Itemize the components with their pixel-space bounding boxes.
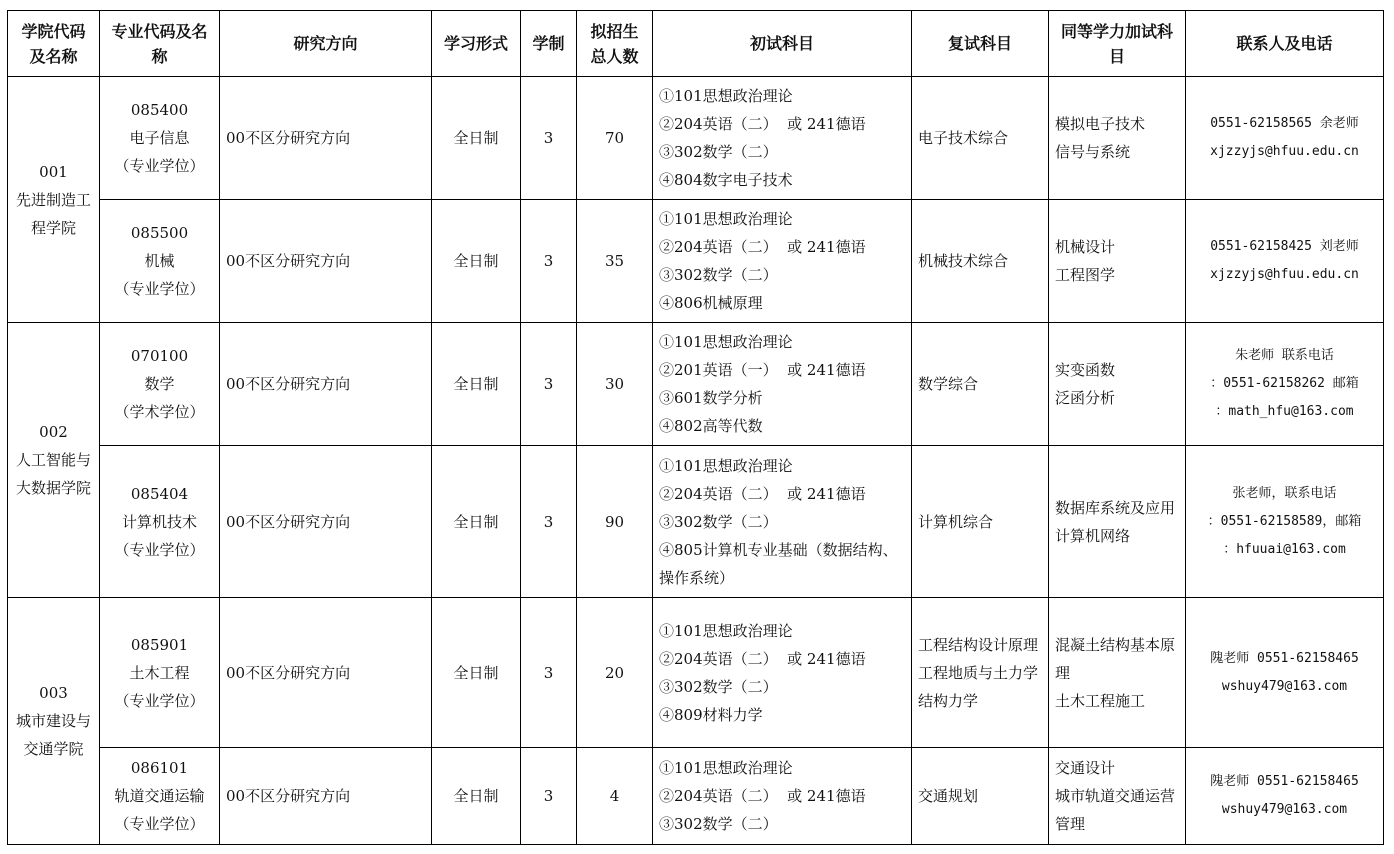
major-cell	[100, 748, 220, 845]
contact-cell-line: 0551-62158565 余老师	[1210, 116, 1359, 131]
extra-exam-cell-line: 工程图学	[1055, 266, 1116, 284]
extra-exam-cell	[1049, 748, 1186, 845]
duration-cell: 3	[521, 77, 577, 200]
quota-cell: 30	[577, 323, 653, 446]
major-degree: （学术学位）	[114, 403, 205, 421]
extra-exam-cell-line: 土木工程施工	[1055, 691, 1146, 710]
college-name: 人工智能与大数据学院	[15, 451, 91, 497]
contact-cell-line: 朱老师 联系电话	[1235, 348, 1334, 363]
direction-cell: 00不区分研究方向	[220, 598, 432, 748]
contact-cell	[1186, 598, 1384, 748]
table-body	[8, 77, 1384, 845]
initial-exam-cell-line: ①101思想政治理论	[659, 87, 793, 105]
duration-cell: 3	[521, 200, 577, 323]
extra-exam-cell-line: 计算机网络	[1055, 526, 1131, 545]
major-code: 085901	[130, 635, 189, 654]
duration-cell: 3	[521, 598, 577, 748]
contact-cell-line: ：math_hfu@163.com	[1215, 404, 1354, 419]
contact-cell	[1186, 323, 1384, 446]
initial-exam-cell-line: ③302数学（二）	[659, 677, 778, 696]
retest-cell-line: 工程地质与土力学	[918, 663, 1039, 682]
initial-exam-cell-line: ②204英语（二） 或 241德语	[659, 484, 866, 503]
extra-exam-cell	[1049, 598, 1186, 748]
extra-exam-cell-line: 机械设计	[1055, 238, 1116, 256]
major-name: 土木工程	[129, 663, 190, 682]
initial-exam-cell-line: ④802高等代数	[659, 417, 763, 435]
initial-exam-cell-line: ②204英语（二） 或 241德语	[659, 115, 866, 133]
initial-exam-cell	[653, 748, 912, 845]
retest-cell	[912, 77, 1049, 200]
quota-cell: 20	[577, 598, 653, 748]
major-name: 机械	[144, 252, 175, 270]
extra-exam-cell-line: 交通设计	[1055, 759, 1116, 777]
contact-cell-line: 隗老师 0551-62158465	[1210, 650, 1359, 666]
contact-cell	[1186, 748, 1384, 845]
initial-exam-cell-line: ①101思想政治理论	[659, 759, 793, 777]
table-row	[8, 323, 1384, 446]
contact-cell-line: 张老师，联系电话	[1232, 485, 1337, 501]
extra-exam-cell	[1049, 323, 1186, 446]
college-cell	[8, 323, 100, 598]
header-initial-exam: 初试科目	[653, 11, 912, 77]
header-duration: 学制	[521, 11, 577, 77]
direction-cell: 00不区分研究方向	[220, 77, 432, 200]
header-row	[8, 11, 1384, 77]
initial-exam-cell-line: ③601数学分析	[659, 389, 763, 407]
direction-cell: 00不区分研究方向	[220, 748, 432, 845]
quota-cell: 70	[577, 77, 653, 200]
college-code: 002	[39, 423, 68, 441]
initial-exam-cell-line: ③302数学（二）	[659, 815, 778, 833]
contact-cell	[1186, 200, 1384, 323]
extra-exam-cell-line: 模拟电子技术	[1055, 115, 1146, 133]
initial-exam-cell-line: ③302数学（二）	[659, 143, 778, 161]
study-form-cell: 全日制	[432, 200, 521, 323]
header-retest: 复试科目	[912, 11, 1049, 77]
major-cell	[100, 446, 220, 598]
college-name: 城市建设与交通学院	[15, 712, 91, 758]
header-direction: 研究方向	[220, 11, 432, 77]
extra-exam-cell	[1049, 200, 1186, 323]
initial-exam-cell-line: ③302数学（二）	[659, 266, 778, 284]
contact-cell-line: wshuy479@163.com	[1221, 802, 1348, 817]
major-code: 086101	[130, 759, 189, 777]
college-code: 001	[39, 162, 68, 181]
study-form-cell: 全日制	[432, 323, 521, 446]
direction-cell: 00不区分研究方向	[220, 323, 432, 446]
initial-exam-cell-line: ④804数字电子技术	[659, 171, 793, 189]
major-name: 轨道交通运输	[114, 787, 205, 805]
retest-cell	[912, 598, 1049, 748]
extra-exam-cell-line: 实变函数	[1055, 361, 1116, 379]
major-name: 电子信息	[129, 129, 190, 147]
header-contact: 联系人及电话	[1186, 11, 1384, 77]
initial-exam-cell	[653, 446, 912, 598]
college-cell	[8, 598, 100, 845]
initial-exam-cell-line: ①101思想政治理论	[659, 621, 793, 640]
major-degree: （专业学位）	[114, 815, 205, 833]
initial-exam-cell-line: ②204英语（二） 或 241德语	[659, 787, 866, 805]
table-row	[8, 446, 1384, 598]
retest-cell-line: 结构力学	[918, 691, 979, 710]
table-row	[8, 748, 1384, 845]
extra-exam-cell-line: 泛函分析	[1055, 389, 1116, 407]
contact-cell-line: ：0551-62158262 邮箱	[1210, 376, 1359, 391]
initial-exam-cell-line: ②204英语（二） 或 241德语	[659, 649, 866, 668]
retest-cell	[912, 446, 1049, 598]
retest-cell	[912, 323, 1049, 446]
header-major: 专业代码及名称	[100, 11, 220, 77]
retest-cell-line: 交通规划	[918, 787, 979, 805]
major-code: 085400	[130, 101, 189, 119]
college-cell	[8, 77, 100, 323]
header-study-form: 学习形式	[432, 11, 521, 77]
major-code: 085500	[130, 224, 189, 242]
study-form-cell: 全日制	[432, 77, 521, 200]
major-cell	[100, 200, 220, 323]
quota-cell: 35	[577, 200, 653, 323]
major-degree: （专业学位）	[114, 280, 205, 298]
extra-exam-cell-line: 信号与系统	[1055, 143, 1131, 161]
initial-exam-cell-line: ①101思想政治理论	[659, 333, 793, 351]
major-code: 070100	[130, 347, 189, 365]
contact-cell-line: ：0551-62158589，邮箱	[1207, 513, 1362, 529]
header-college: 学院代码及名称	[8, 11, 100, 77]
major-cell	[100, 77, 220, 200]
initial-exam-cell-line: ②201英语（一） 或 241德语	[659, 361, 866, 379]
college-code: 003	[39, 684, 68, 702]
retest-cell-line: 电子技术综合	[918, 129, 1009, 147]
major-name: 数学	[144, 375, 175, 393]
initial-exam-cell	[653, 200, 912, 323]
duration-cell: 3	[521, 748, 577, 845]
major-cell	[100, 598, 220, 748]
extra-exam-cell	[1049, 77, 1186, 200]
initial-exam-cell	[653, 598, 912, 748]
major-degree: （专业学位）	[114, 540, 205, 559]
contact-cell-line: wshuy479@163.com	[1221, 678, 1348, 694]
header-quota: 拟招生总人数	[577, 11, 653, 77]
table-row	[8, 200, 1384, 323]
contact-cell	[1186, 446, 1384, 598]
contact-cell-line: ：hfuuai@163.com	[1223, 541, 1346, 557]
initial-exam-cell	[653, 323, 912, 446]
major-code: 085404	[130, 484, 189, 503]
retest-cell-line: 工程结构设计原理	[918, 635, 1039, 654]
contact-cell	[1186, 77, 1384, 200]
retest-cell	[912, 200, 1049, 323]
retest-cell-line: 数学综合	[918, 375, 979, 393]
contact-cell-line: 0551-62158425 刘老师	[1210, 239, 1359, 254]
admissions-table	[7, 10, 1384, 845]
college-name: 先进制造工程学院	[15, 190, 91, 237]
contact-cell-line: 隗老师 0551-62158465	[1210, 774, 1359, 789]
study-form-cell: 全日制	[432, 748, 521, 845]
major-degree: （专业学位）	[114, 157, 205, 175]
table-row	[8, 598, 1384, 748]
initial-exam-cell-line: ③302数学（二）	[659, 512, 778, 531]
quota-cell: 90	[577, 446, 653, 598]
extra-exam-cell-line: 城市轨道交通运营管理	[1055, 787, 1176, 833]
retest-cell-line: 机械技术综合	[918, 252, 1009, 270]
duration-cell: 3	[521, 323, 577, 446]
retest-cell	[912, 748, 1049, 845]
extra-exam-cell-line: 数据库系统及应用	[1055, 498, 1176, 517]
major-name: 计算机技术	[121, 512, 197, 531]
extra-exam-cell	[1049, 446, 1186, 598]
header-extra-exam: 同等学力加试科目	[1049, 11, 1186, 77]
major-degree: （专业学位）	[114, 691, 205, 710]
study-form-cell: 全日制	[432, 446, 521, 598]
study-form-cell: 全日制	[432, 598, 521, 748]
initial-exam-cell-line: ④806机械原理	[659, 294, 763, 312]
initial-exam-cell-line: ②204英语（二） 或 241德语	[659, 238, 866, 256]
direction-cell: 00不区分研究方向	[220, 446, 432, 598]
initial-exam-cell-line: ④809材料力学	[659, 705, 763, 724]
duration-cell: 3	[521, 446, 577, 598]
major-cell	[100, 323, 220, 446]
initial-exam-cell	[653, 77, 912, 200]
table-row	[8, 77, 1384, 200]
initial-exam-cell-line: ①101思想政治理论	[659, 210, 793, 228]
contact-cell-line: xjzzyjs@hfuu.edu.cn	[1210, 267, 1359, 282]
direction-cell: 00不区分研究方向	[220, 200, 432, 323]
initial-exam-cell-line: ①101思想政治理论	[659, 456, 793, 475]
extra-exam-cell-line: 混凝土结构基本原理	[1055, 635, 1176, 682]
retest-cell-line: 计算机综合	[918, 512, 994, 531]
contact-cell-line: xjzzyjs@hfuu.edu.cn	[1210, 144, 1359, 159]
quota-cell: 4	[577, 748, 653, 845]
initial-exam-cell-line: ④805计算机专业基础（数据结构、操作系统）	[659, 540, 898, 587]
